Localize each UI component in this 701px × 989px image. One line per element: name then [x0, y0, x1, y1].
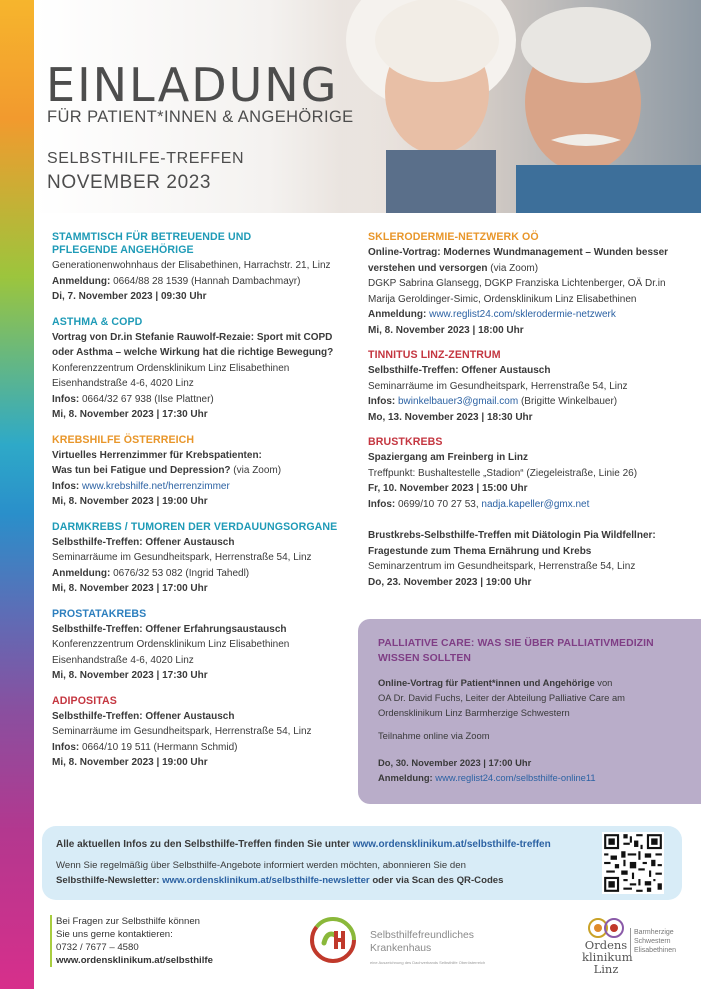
- event-location: Eisenhandstraße 4-6, 4020 Linz: [52, 378, 194, 389]
- selbsthilfe-logo-caption: eine Auszeichnung des Dachverbands Selbsthilfe Oberösterreich: [370, 960, 486, 965]
- event-title: Brustkrebs-Selbsthilfe-Treffen mit Diätologin Pia Wildfellner:: [368, 530, 656, 541]
- left-column: [52, 231, 358, 782]
- event-location: Generationenwohnhaus der Elisabethinen, Harrachstr. 21, Linz: [52, 260, 331, 271]
- event-location: Seminarzentrum im Gesundheitspark, Herrenstraße 54, Linz: [368, 561, 636, 572]
- newsletter-text: Wenn Sie regelmäßig über Selbsthilfe-Angebote informiert werden möchten, abonnieren Sie den: [56, 860, 466, 871]
- palliative-speaker: OA Dr. David Fuchs, Leiter der Abteilung Palliative Care am: [378, 692, 625, 703]
- event-heading: BRUSTKREBS: [368, 436, 443, 448]
- event-title: Selbsthilfe-Treffen: Offener Erfahrungsaustausch: [52, 623, 287, 635]
- event-location: Seminarräume im Gesundheitspark, Herrenstraße 54, Linz: [52, 726, 312, 737]
- page-subtitle: FÜR PATIENT*INNEN & ANGEHÖRIGE: [47, 108, 354, 126]
- event-title: verstehen und versorgen (via Zoom): [368, 262, 539, 274]
- event-date: Di, 7. November 2023 | 09:30 Uhr: [52, 291, 207, 302]
- event-contact: Anmeldung: 0676/32 53 082 (Ingrid Tahedl): [52, 567, 250, 579]
- event-location: Konferenzzentrum Ordensklinikum Linz Elisabethinen: [52, 639, 290, 650]
- event-contact: Anmeldung: www.reglist24.com/sklerodermie-netzwerk: [368, 309, 616, 320]
- event-date: Mi, 8. November 2023 | 17:30 Uhr: [52, 670, 208, 681]
- ordensklinikum-logo-sub: Barmherzige Schwestern Elisabethinen: [630, 928, 676, 955]
- event-heading: PROSTATAKREBS: [52, 607, 147, 620]
- palliative-venue: Ordensklinikum Linz Barmherzige Schwestern: [378, 707, 570, 718]
- event-title: Selbsthilfe-Treffen: Offener Austausch: [368, 365, 551, 376]
- event-asthma-copd: [52, 316, 358, 423]
- senior-couple-photo: [341, 0, 701, 213]
- event-contact: Infos: 0664/10 19 511 (Hermann Schmid): [52, 741, 238, 753]
- event-speakers: Marija Geroldinger-Simic, Ordensklinikum Linz Elisabethinen: [368, 293, 637, 305]
- sklerodermie-link[interactable]: www.reglist24.com/sklerodermie-netzwerk: [426, 309, 616, 320]
- footer-website-link[interactable]: www.ordensklinikum.at/selbsthilfe: [56, 955, 213, 966]
- event-series: SELBSTHILFE-TREFFEN: [47, 150, 245, 167]
- event-location: Eisenhandstraße 4-6, 4020 Linz: [52, 654, 194, 666]
- event-meeting-point: Treffpunkt: Bushaltestelle „Stadion“ (Ziegeleistraße, Linie 26): [368, 467, 638, 479]
- palliative-description: Online-Vortrag für Patient*innen und Angehörige von: [378, 677, 613, 688]
- right-column: [368, 231, 686, 601]
- event-heading: TINNITUS LINZ-ZENTRUM: [368, 349, 501, 361]
- event-adipositas: [52, 695, 358, 771]
- event-date: Mi, 8. November 2023 | 18:00 Uhr: [368, 324, 524, 336]
- event-month: NOVEMBER 2023: [47, 172, 212, 193]
- info-box: [42, 826, 682, 900]
- event-heading: ADIPOSITAS: [52, 694, 117, 707]
- event-location: Seminarräume im Gesundheitspark, Herrenstraße 54, Linz: [52, 552, 312, 563]
- event-heading: DARMKREBS / TUMOREN DER VERDAUUNGSORGANE: [52, 520, 338, 533]
- header-hero: [34, 0, 701, 213]
- palliative-zoom: Teilnahme online via Zoom: [378, 730, 490, 741]
- event-date: Mo, 13. November 2023 | 18:30 Uhr: [368, 411, 533, 423]
- event-stammtisch: [52, 231, 358, 305]
- page-title: EINLADUNG: [46, 58, 339, 112]
- event-date: Mi, 8. November 2023 | 17:30 Uhr: [52, 409, 208, 420]
- footer-phone[interactable]: 0732 / 7677 – 4580: [56, 942, 139, 953]
- event-contact: Anmeldung: 0664/88 28 1539 (Hannah Dambachmayr): [52, 275, 301, 287]
- krebshilfe-link[interactable]: www.krebshilfe.net/herrenzimmer: [79, 480, 230, 492]
- event-speakers: DGKP Sabrina Glansegg, DGKP Franziska Lichtenberger, OÄ Dr.in: [368, 278, 666, 289]
- event-contact: Infos: 0699/10 70 27 53, nadja.kapeller@gmx.net: [368, 498, 590, 510]
- ordensklinikum-logo-icon: [586, 917, 626, 939]
- ordensklinikum-logo-text: Ordens klinikum Linz: [582, 938, 633, 976]
- palliative-link[interactable]: www.reglist24.com/selbsthilfe-online11: [432, 772, 596, 783]
- event-tinnitus: [368, 349, 686, 425]
- event-heading: ASTHMA & COPD: [52, 315, 143, 328]
- event-brustkrebs: [368, 436, 686, 512]
- event-date: Mi, 8. November 2023 | 19:00 Uhr: [52, 496, 208, 507]
- event-location: Konferenzzentrum Ordensklinikum Linz Elisabethinen: [52, 362, 290, 374]
- event-brustkrebs-ernaehrung: [368, 528, 686, 590]
- event-title: Spaziergang am Freinberg in Linz: [368, 452, 529, 463]
- event-date: Mi, 8. November 2023 | 17:00 Uhr: [52, 583, 208, 594]
- event-title: Vortrag von Dr.in Stefanie Rauwolf-Rezaie: Sport mit COPD: [52, 331, 333, 343]
- event-date: Do, 23. November 2023 | 19:00 Uhr: [368, 576, 532, 588]
- event-date: Mi, 8. November 2023 | 19:00 Uhr: [52, 757, 208, 768]
- event-contact: Infos: www.krebshilfe.net/herrenzimmer: [52, 480, 230, 492]
- event-title: Selbsthilfe-Treffen: Offener Austausch: [52, 710, 235, 722]
- event-krebshilfe: [52, 434, 358, 510]
- event-prostatakrebs: [52, 608, 358, 684]
- event-contact: Infos: bwinkelbauer3@gmail.com (Brigitte Winkelbauer): [368, 396, 618, 407]
- tinnitus-email-link[interactable]: bwinkelbauer3@gmail.com: [395, 396, 519, 407]
- event-heading: STAMMTISCH FÜR BETREUENDE UND PFLEGENDE ANGEHÖRIGE: [52, 231, 252, 256]
- event-heading: SKLERODERMIE-NETZWERK OÖ: [368, 231, 539, 243]
- event-sklerodermie: [368, 231, 686, 338]
- brustkrebs-email-link[interactable]: nadja.kapeller@gmx.net: [481, 498, 590, 510]
- event-location: Seminarräume im Gesundheitspark, Herrenstraße 54, Linz: [368, 380, 628, 392]
- event-heading: KREBSHILFE ÖSTERREICH: [52, 433, 195, 446]
- footer-contact: Bei Fragen zur Selbsthilfe können Sie uns gerne kontaktieren: 0732 / 7677 – 4580 www.ordensklinikum.at/selbsthilfe: [50, 915, 213, 967]
- newsletter-link[interactable]: www.ordensklinikum.at/selbsthilfe-newsletter: [162, 875, 370, 886]
- event-title: Selbsthilfe-Treffen: Offener Austausch: [52, 536, 235, 548]
- rainbow-stripe: [0, 0, 34, 989]
- palliative-heading: PALLIATIVE CARE: WAS SIE ÜBER PALLIATIVMEDIZIN WISSEN SOLLTEN: [378, 638, 654, 664]
- selbsthilfe-logo-icon: [310, 917, 356, 963]
- event-title: Fragestunde zum Thema Ernährung und Krebs: [368, 545, 592, 557]
- palliative-date: Do, 30. November 2023 | 17:00 Uhr: [378, 757, 532, 768]
- event-date: Fr, 10. November 2023 | 15:00 Uhr: [368, 483, 528, 494]
- event-title: Was tun bei Fatigue und Depression? (via Zoom): [52, 465, 282, 476]
- selbsthilfe-treffen-link[interactable]: www.ordensklinikum.at/selbsthilfe-treffen: [352, 839, 551, 850]
- palliative-care-box: [358, 619, 701, 804]
- info-text: Alle aktuellen Infos zu den Selbsthilfe-Treffen finden Sie unter www.ordensklinikum.at/selbsthilfe-treffen: [56, 839, 551, 850]
- palliative-contact: Anmeldung: www.reglist24.com/selbsthilfe-online11: [378, 772, 596, 783]
- event-contact: Infos: 0664/32 67 938 (Ilse Plattner): [52, 393, 214, 405]
- qr-code-icon[interactable]: [602, 832, 664, 894]
- selbsthilfe-logo-text: Selbsthilfefreundliches Krankenhaus: [370, 930, 474, 954]
- event-title: Virtuelles Herrenzimmer für Krebspatienten:: [52, 449, 262, 461]
- newsletter-text: Selbsthilfe-Newsletter: www.ordensklinikum.at/selbsthilfe-newsletter oder via Scan des QR-Codes: [56, 875, 504, 886]
- event-title: oder Asthma – welche Wirkung hat die richtige Bewegung?: [52, 347, 334, 358]
- event-darmkrebs: [52, 521, 358, 597]
- event-title: Online-Vortrag: Modernes Wundmanagement – Wunden besser: [368, 247, 669, 258]
